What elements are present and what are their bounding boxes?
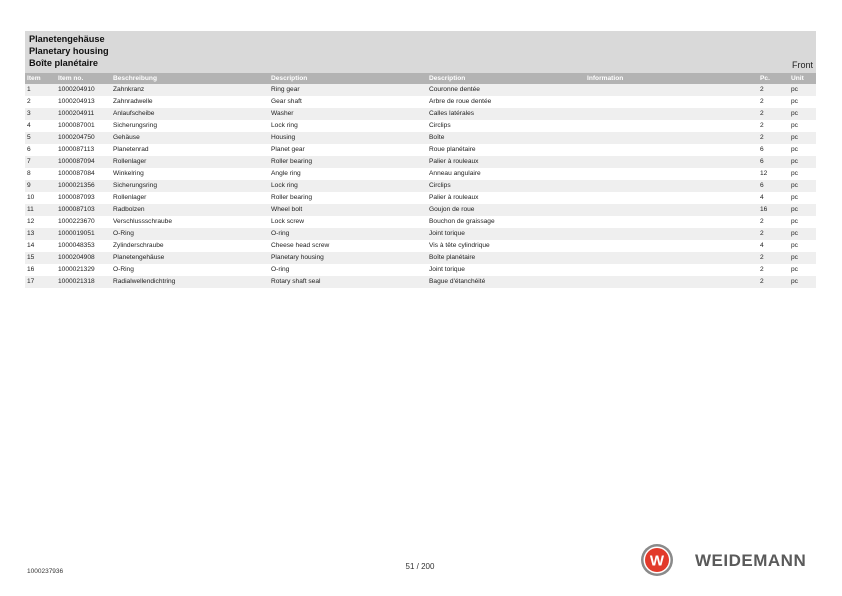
cell-pc: 2 [758,132,789,144]
cell-information [585,132,758,144]
cell-beschreibung: Zahnkranz [111,84,269,96]
cell-pc: 2 [758,120,789,132]
cell-description-en: Planet gear [269,144,427,156]
cell-item: 14 [25,240,56,252]
cell-description-fr: Joint torique [427,228,585,240]
cell-item-no: 1000087103 [56,204,111,216]
cell-beschreibung: Anlaufscheibe [111,108,269,120]
cell-information [585,252,758,264]
cell-description-fr: Bague d'étanchéité [427,276,585,288]
parts-table-body [25,84,816,288]
cell-pc: 2 [758,216,789,228]
cell-unit: pc [789,132,816,144]
cell-description-en: Gear shaft [269,96,427,108]
cell-pc: 6 [758,180,789,192]
cell-information [585,96,758,108]
cell-item-no: 1000087113 [56,144,111,156]
cell-item: 3 [25,108,56,120]
cell-item-no: 1000223670 [56,216,111,228]
cell-pc: 12 [758,168,789,180]
title-german: Planetengehäuse [29,34,105,44]
table-row [25,252,816,264]
cell-item-no: 1000204913 [56,96,111,108]
cell-item: 17 [25,276,56,288]
column-header-pc: Pc. [758,73,789,84]
cell-unit: pc [789,228,816,240]
cell-beschreibung: Rollenlager [111,156,269,168]
cell-information [585,228,758,240]
cell-item: 12 [25,216,56,228]
cell-description-fr: Joint torique [427,264,585,276]
cell-beschreibung: Winkelring [111,168,269,180]
cell-information [585,216,758,228]
cell-information [585,276,758,288]
cell-item: 1 [25,84,56,96]
cell-pc: 6 [758,144,789,156]
cell-information [585,180,758,192]
assembly-header [25,31,816,73]
cell-beschreibung: Sicherungsring [111,120,269,132]
page-number: 51 / 200 [405,562,435,571]
cell-information [585,204,758,216]
cell-unit: pc [789,156,816,168]
cell-description-fr: Boîte planétaire [427,252,585,264]
table-row [25,216,816,228]
table-row [25,264,816,276]
cell-description-fr: Roue planétaire [427,144,585,156]
cell-item: 8 [25,168,56,180]
table-row [25,96,816,108]
cell-unit: pc [789,84,816,96]
table-row [25,240,816,252]
column-header-item: Item [25,73,56,84]
table-row [25,84,816,96]
document-number: 1000237936 [27,568,64,575]
table-row [25,168,816,180]
column-header-description-fr: Description [427,73,585,84]
cell-item: 5 [25,132,56,144]
cell-item-no: 1000204908 [56,252,111,264]
cell-item: 2 [25,96,56,108]
cell-description-en: Wheel bolt [269,204,427,216]
cell-pc: 2 [758,228,789,240]
cell-description-fr: Arbre de roue dentée [427,96,585,108]
cell-description-fr: Goujon de roue [427,204,585,216]
cell-description-en: Cheese head screw [269,240,427,252]
cell-unit: pc [789,192,816,204]
table-row [25,228,816,240]
cell-unit: pc [789,264,816,276]
cell-item-no: 1000021356 [56,180,111,192]
cell-item-no: 1000087093 [56,192,111,204]
cell-beschreibung: Planetengehäuse [111,252,269,264]
table-row [25,204,816,216]
cell-beschreibung: Radialwellendichtring [111,276,269,288]
cell-pc: 16 [758,204,789,216]
cell-unit: pc [789,96,816,108]
cell-unit: pc [789,252,816,264]
cell-pc: 2 [758,108,789,120]
cell-description-en: Washer [269,108,427,120]
table-row [25,180,816,192]
cell-pc: 6 [758,156,789,168]
cell-description-en: Ring gear [269,84,427,96]
cell-beschreibung: Sicherungsring [111,180,269,192]
cell-item: 6 [25,144,56,156]
cell-description-fr: Palier à rouleaux [427,156,585,168]
table-row [25,192,816,204]
table-header-row [25,73,816,84]
cell-description-fr: Bouchon de graissage [427,216,585,228]
cell-item: 7 [25,156,56,168]
cell-item-no: 1000087084 [56,168,111,180]
cell-description-en: O-ring [269,264,427,276]
cell-unit: pc [789,120,816,132]
cell-item-no: 1000021318 [56,276,111,288]
cell-description-fr: Circlips [427,180,585,192]
cell-pc: 4 [758,192,789,204]
cell-item: 10 [25,192,56,204]
cell-unit: pc [789,180,816,192]
cell-item-no: 1000019051 [56,228,111,240]
column-header-beschreibung: Beschreibung [111,73,269,84]
cell-beschreibung: Zahnradwelle [111,96,269,108]
cell-unit: pc [789,168,816,180]
cell-description-fr: Anneau angulaire [427,168,585,180]
cell-information [585,168,758,180]
cell-description-fr: Couronne dentée [427,84,585,96]
cell-unit: pc [789,144,816,156]
cell-description-en: O-ring [269,228,427,240]
cell-item-no: 1000087001 [56,120,111,132]
cell-information [585,156,758,168]
view-label: Front [791,60,813,70]
cell-pc: 2 [758,264,789,276]
cell-unit: pc [789,204,816,216]
cell-unit: pc [789,276,816,288]
cell-item-no: 1000048353 [56,240,111,252]
cell-information [585,120,758,132]
parts-table [25,73,816,288]
cell-description-en: Planetary housing [269,252,427,264]
cell-unit: pc [789,216,816,228]
cell-beschreibung: Radbolzen [111,204,269,216]
cell-description-en: Rotary shaft seal [269,276,427,288]
cell-description-en: Roller bearing [269,192,427,204]
cell-beschreibung: Zylinderschraube [111,240,269,252]
cell-beschreibung: Verschlussschraube [111,216,269,228]
cell-unit: pc [789,240,816,252]
cell-description-en: Angle ring [269,168,427,180]
cell-description-fr: Boîte [427,132,585,144]
brand-wordmark: WEIDEMANN [695,551,807,570]
cell-description-en: Lock ring [269,180,427,192]
cell-item: 11 [25,204,56,216]
cell-item-no: 1000021329 [56,264,111,276]
cell-description-fr: Vis à tête cylindrique [427,240,585,252]
table-row [25,276,816,288]
weidemann-logo-icon [640,543,674,577]
cell-pc: 4 [758,240,789,252]
cell-item: 16 [25,264,56,276]
cell-information [585,240,758,252]
cell-pc: 2 [758,252,789,264]
logo-letter: W [649,552,665,570]
cell-information [585,84,758,96]
table-row [25,132,816,144]
column-header-item-no: Item no. [56,73,111,84]
title-french: Boîte planétaire [29,58,98,68]
cell-beschreibung: Rollenlager [111,192,269,204]
table-row [25,156,816,168]
column-header-description-en: Description [269,73,427,84]
cell-pc: 2 [758,276,789,288]
cell-unit: pc [789,108,816,120]
cell-beschreibung: O-Ring [111,228,269,240]
cell-beschreibung: Planetenrad [111,144,269,156]
cell-pc: 2 [758,96,789,108]
title-english: Planetary housing [29,46,109,56]
cell-item-no: 1000204750 [56,132,111,144]
cell-pc: 2 [758,84,789,96]
cell-information [585,192,758,204]
cell-item: 4 [25,120,56,132]
cell-information [585,144,758,156]
cell-description-fr: Circlips [427,120,585,132]
column-header-information: Information [585,73,758,84]
cell-beschreibung: O-Ring [111,264,269,276]
cell-description-en: Lock screw [269,216,427,228]
table-row [25,144,816,156]
cell-description-fr: Palier à rouleaux [427,192,585,204]
cell-item: 9 [25,180,56,192]
cell-description-en: Housing [269,132,427,144]
cell-item: 15 [25,252,56,264]
table-row [25,120,816,132]
cell-item-no: 1000204911 [56,108,111,120]
cell-description-en: Roller bearing [269,156,427,168]
cell-item: 13 [25,228,56,240]
cell-item-no: 1000204910 [56,84,111,96]
cell-information [585,264,758,276]
cell-description-fr: Calles latérales [427,108,585,120]
cell-information [585,108,758,120]
cell-item-no: 1000087094 [56,156,111,168]
cell-description-en: Lock ring [269,120,427,132]
table-row [25,108,816,120]
column-header-unit: Unit [789,73,816,84]
cell-beschreibung: Gehäuse [111,132,269,144]
